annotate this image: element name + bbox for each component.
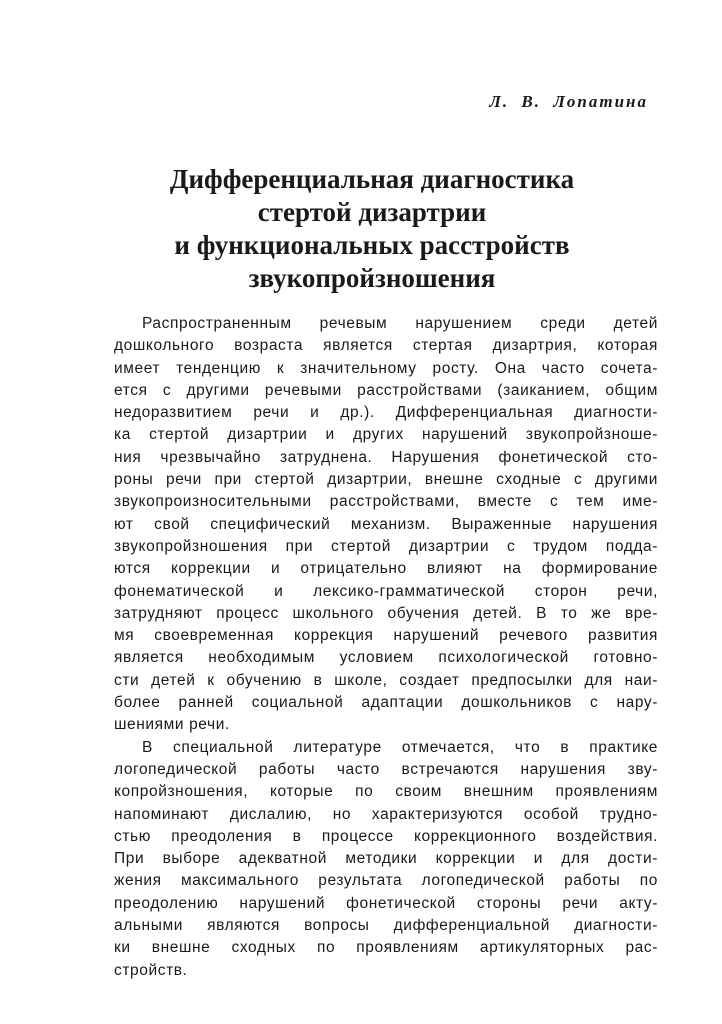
- text-line: стью преодоления в процессе коррекционного воздействия.: [114, 827, 658, 845]
- text-line: звукопройзношения при стертой дизартрии с трудом подда-: [114, 537, 658, 555]
- text-line: роны речи при стертой дизартрии, внешне сходные с другими: [114, 471, 658, 489]
- text-line: ки внешне сходных по проявлениям артикуляторных рас-: [114, 939, 658, 957]
- text-line: альными являются вопросы дифференциальной диагности-: [114, 917, 658, 935]
- text-line: дошкольного возраста является стертая дизартрия, которая: [114, 337, 658, 355]
- title-line: и функциональных расстройств: [174, 230, 570, 260]
- text-line: копройзношения, которые по своим внешним проявлениям: [114, 783, 658, 801]
- text-line: преодолению нарушений фонетической стороны речи акту-: [114, 894, 658, 912]
- text-line: стройств.: [114, 961, 188, 979]
- text-line: имеет тенденцию к значительному росту. Она часто сочета-: [114, 359, 658, 377]
- text-line: напоминают дислалию, но характеризуются особой трудно-: [114, 805, 658, 823]
- text-line: недоразвитием речи и др.). Дифференциальная диагности-: [114, 404, 658, 422]
- title-line: Дифференциальная диагностика: [169, 164, 575, 194]
- text-line: мя своевременная коррекция нарушений речевого развития: [114, 627, 658, 645]
- text-line: шениями речи.: [114, 716, 230, 734]
- text-line: фонематической и лексико-грамматической сторон речи,: [114, 582, 658, 600]
- text-line: звукопроизносительными расстройствами, вместе с тем име-: [114, 493, 658, 511]
- text-line: При выборе адекватной методики коррекции и для дости-: [114, 850, 658, 868]
- text-line: ются коррекции и отрицательно влияют на формирование: [114, 560, 658, 578]
- text-line: более ранней социальной адаптации дошкольников с нару-: [114, 694, 658, 712]
- text-line: логопедической работы часто встречаются нарушения зву-: [114, 760, 658, 778]
- text-line: сти детей к обучению в школе, создает предпосылки для наи-: [114, 671, 658, 689]
- text-line: ка стертой дизартрии и других нарушений звукопройзноше-: [114, 426, 658, 444]
- text-line: ния чрезвычайно затруднена. Нарушения фонетической сто-: [114, 448, 658, 466]
- text-line: затрудняют процесс школьного обучения детей. В то же вре-: [114, 604, 658, 622]
- text-line: ют свой специфический механизм. Выраженные нарушения: [114, 515, 658, 533]
- text-line: В специальной литературе отмечается, что в практике: [142, 738, 658, 756]
- text-line: является необходимым условием психологической готовно-: [114, 649, 658, 667]
- title-line: звукопройзношения: [248, 263, 496, 293]
- title-line: стертой дизартрии: [257, 197, 487, 227]
- article-title: [96, 163, 648, 295]
- author-name: Л. В. Лопатина: [489, 92, 648, 111]
- paragraph-2: [114, 737, 658, 982]
- article-body: [114, 313, 658, 982]
- paragraph-1: [114, 313, 658, 737]
- text-line: Распространенным речевым нарушением среди детей: [142, 315, 658, 332]
- text-line: жения максимального результата логопедической работы по: [114, 872, 658, 890]
- text-line: ется с другими речевыми расстройствами (заиканием, общим: [114, 381, 658, 399]
